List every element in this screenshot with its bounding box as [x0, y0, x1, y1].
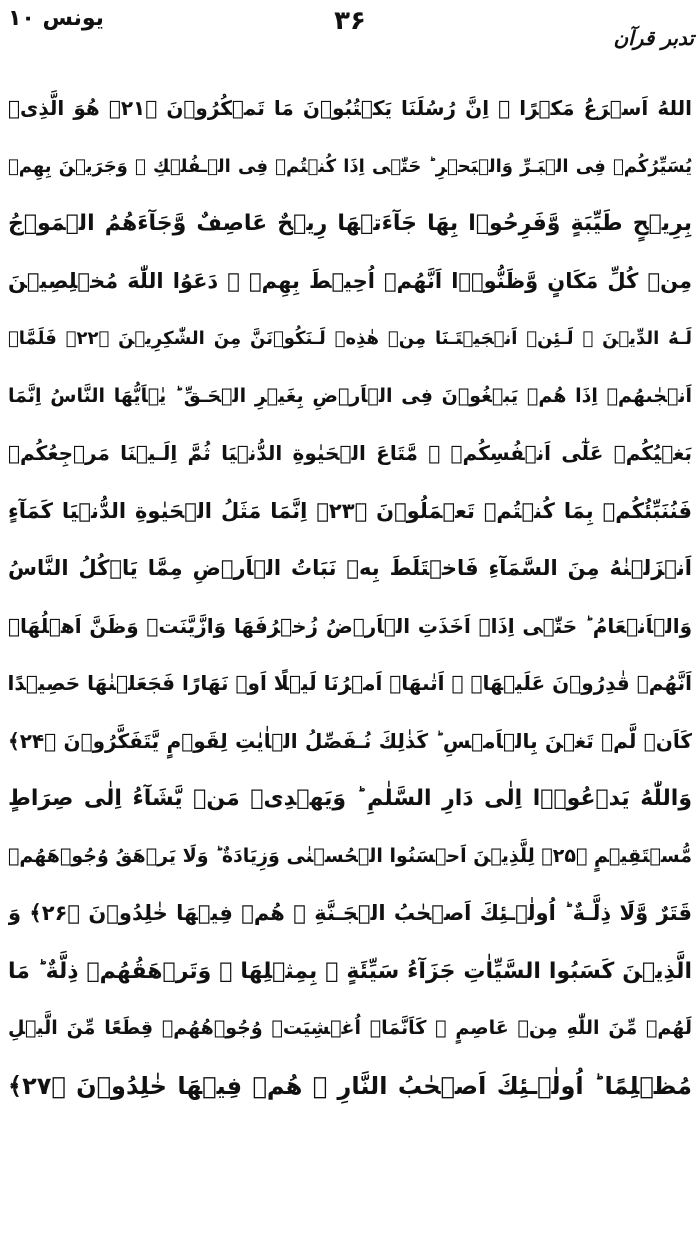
page-number: ۳۶: [334, 6, 366, 36]
text-line-3: بِرِيۡحٍ طَيِّبَةٍ وَّفَرِحُوۡا بِهَا جَآءَتۡهَا رِيۡحٌ عَاصِفٌ وَّجَآءَهُمُ الۡمَوۡجُ: [8, 211, 692, 236]
text-line-1: اللهُ اَسۡرَعُ مَكۡرًا ۭ اِنَّ رُسُلَنَا يَكۡتُبُوۡنَ مَا تَمۡكُرُوۡنَ ﴿۲۱﴾ هُوَ الَّذِىۡ: [8, 96, 692, 120]
surah-label: یونس ۱۰: [8, 6, 104, 31]
text-line-14: مُّسۡتَقِيۡمٍ ﴿۲۵﴾ لِلَّذِيۡنَ اَحۡسَنُوا الۡحُسۡنٰى وَزِيَادَةٌ ؕ وَلَا يَرۡهَقُ وُجُوۡهَهُمۡ: [8, 844, 692, 867]
text-line-11: اَنَّهُمۡ قٰدِرُوۡنَ عَلَيۡهَاۤ ۙ اَتٰٮهَاۤ اَمۡرُنَا لَيۡلًا اَوۡ نَهَارًا فَجَعَلۡنٰهَا حَصِيۡدًا: [8, 671, 692, 695]
page-header: [0, 0, 700, 70]
text-line-18: مُظۡلِمًا ؕ اُولٰۤـئِكَ اَصۡحٰبُ النَّارِ ۚ هُمۡ فِيۡهَا خٰلِدُوۡنَ ﴿۲۷﴾: [8, 1071, 692, 1100]
text-line-12: كَاَنۡ لَّمۡ تَغۡنَ بِالۡاَمۡسِ ؕ كَذٰلِكَ نُـفَصِّلُ الۡاٰيٰتِ لِقَوۡمٍ يَّتَفَكَّرُوۡنَ ﴿۲۴﴾: [8, 728, 692, 753]
text-line-13: وَاللّٰهُ يَدۡعُوۡۤا اِلٰى دَارِ السَّلٰمِ ؕ وَيَهۡدِىۡ مَنۡ يَّشَآءُ اِلٰى صِرَاطٍ: [8, 786, 692, 811]
text-line-8: فَنُنَبِّئُكُمۡ بِمَا كُنۡتُمۡ تَعۡمَلُوۡنَ ﴿۲۳﴾ اِنَّمَا مَثَلُ الۡحَيٰوةِ الدُّنۡيَا كَمَآءٍ: [8, 498, 692, 523]
text-line-17: لَهُمۡ مِّنَ اللّٰهِ مِنۡ عَاصِمٍ ۚ كَاَنَّمَاۤ اُغۡشِيَتۡ وُجُوۡهُهُمۡ قِطَعًا مِّنَ الَّيۡلِ: [8, 1017, 692, 1039]
text-line-4: مِنۡ كُلِّ مَكَانٍ وَّظَنُّوۡۤا اَنَّهُمۡ اُحِيۡطَ بِهِمۡ ۙ دَعَوُا اللّٰهَ مُخۡلِصِيۡنَ: [8, 268, 692, 293]
text-line-16: الَّذِيۡنَ كَسَبُوا السَّيِّاٰتِ جَزَآءُ سَيِّئَةٍ ۭ بِمِثۡلِهَا ۙ وَتَرۡهَقُهُمۡ ذِلَّةٌ ؕ مَا: [8, 958, 692, 984]
text-line-6: اَنۡجٰٮهُمۡ اِذَا هُمۡ يَبۡغُوۡنَ فِى الۡاَرۡضِ بِغَيۡرِ الۡحَـقِّ ؕ يٰۤاَيُّهَا النَّاسُ اِنَّمَا: [8, 384, 692, 407]
text-line-7: بَغۡيُكُمۡ عَلٰٓى اَنۡفُسِكُمۡ ۙ مَّتَاعَ الۡحَيٰوةِ الدُّنۡيَا ثُمَّ اِلَـيۡنَا مَرۡجِعُكُمۡ: [8, 441, 692, 465]
book-title: تدبر قرآن: [613, 26, 694, 50]
verse-text-block: [8, 80, 692, 1230]
text-line-15: قَتَرٌ وَّلَا ذِلَّـةٌ ؕ اُولٰۤـئِكَ اَصۡحٰبُ الۡجَـنَّةِ ۚ هُمۡ فِيۡهَا خٰلِدُوۡنَ ﴿۲۶﴾ وَ: [8, 901, 692, 925]
text-line-2: يُسَيِّرُكُمۡ فِى الۡبَـرِّ وَالۡبَحۡرِ ؕ حَتّٰۤى اِذَا كُنۡتُمۡ فِى الۡـفُلۡكِ ۚ وَجَرَيۡنَ بِهِمۡ: [8, 155, 692, 177]
text-line-5: لَـهُ الدِّيۡنَ ۚ لَـئِنۡ اَنۡجَيۡتَـنَا مِنۡ هٰذِهٖ لَـنَكُوۡنَنَّ مِنَ الشّٰكِرِيۡنَ ﴿۲۲﴾ فَلَمَّاۤ: [8, 328, 692, 349]
text-line-10: وَالۡاَنۡعَامُ ؕ حَتّٰۤى اِذَاۤ اَخَذَتِ الۡاَرۡضُ زُخۡرُفَهَا وَازَّيَّنَتۡ وَظَنَّ اَهۡلُهَاۤ: [8, 613, 692, 638]
text-line-9: اَنۡزَلۡنٰهُ مِنَ السَّمَآءِ فَاخۡتَلَطَ بِهٖ نَبَاتُ الۡاَرۡضِ مِمَّا يَاۡكُلُ النَّاسُ: [8, 556, 692, 580]
